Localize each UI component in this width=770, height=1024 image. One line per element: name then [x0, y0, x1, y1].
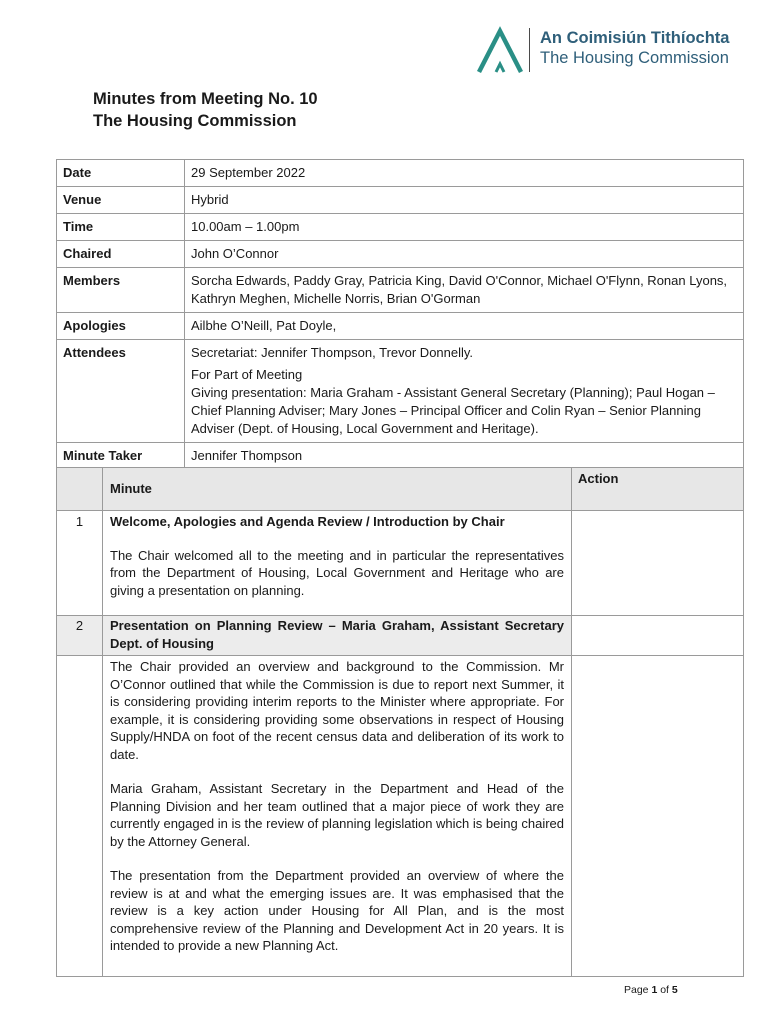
minute-item-2-body [57, 656, 744, 977]
item-number-blank [57, 656, 103, 977]
apologies-value: Ailbhe O’Neill, Pat Doyle, [185, 313, 744, 340]
page-number: 1 [651, 984, 658, 996]
venue-row [57, 187, 744, 214]
item-paragraph: The presentation from the Department provided an overview of where the review is at and what the emerging issues are. It was emphasised that the review is a key action under Housing for All Plan, and is the most comprehensive review of the Planning and Development Act in 20 years. It is intended to provide a new Planning Act. [110, 868, 564, 953]
item-number: 1 [57, 511, 103, 616]
time-value: 10.00am – 1.00pm [185, 214, 744, 241]
logo-english-name: The Housing Commission [540, 49, 729, 67]
minute-header: Minute [103, 468, 572, 511]
attendees-value [185, 340, 744, 443]
venue-label: Venue [57, 187, 185, 214]
title-line-1: Minutes from Meeting No. 10 [93, 90, 318, 108]
attendees-row [57, 340, 744, 443]
housing-commission-mark-icon [476, 26, 526, 74]
time-row [57, 214, 744, 241]
minute-taker-row [57, 443, 744, 470]
item-paragraph: The Chair provided an overview and background to the Commission. Mr O’Connor outlined that while the Commission is due to report next Summer, it is considering providing interim reports to the Minister where appropriate. For example, it is considering providing some observations in respect of Housing Supply/HNDA on foot of the recent census data and deliberation of its work to date. [110, 659, 564, 762]
title-line-2: The Housing Commission [93, 112, 297, 130]
number-header-cell [57, 468, 103, 511]
minute-item-2-heading [57, 616, 744, 656]
logo-irish-name: An Coimisiún Tithíochta [540, 29, 730, 47]
chaired-row [57, 241, 744, 268]
members-value: Sorcha Edwards, Paddy Gray, Patricia King, David O'Connor, Michael O'Flynn, Ronan Lyons, Kathryn Meghen, Michelle Norris, Brian O'Gorman [185, 268, 744, 313]
date-row [57, 160, 744, 187]
attendees-part-text: Giving presentation: Maria Graham - Assistant General Secretary (Planning); Paul Hogan – Chief Planning Adviser; Mary Jones – Principal Officer and Colin Ryan – Senior Planning Adviser (Dept. of Housing, Local Government and Heritage). [191, 385, 715, 436]
minute-taker-value: Jennifer Thompson [185, 443, 744, 470]
date-value: 29 September 2022 [185, 160, 744, 187]
item-content [103, 511, 572, 616]
document-title [93, 88, 318, 132]
members-row [57, 268, 744, 313]
date-label: Date [57, 160, 185, 187]
meeting-details-table [56, 159, 744, 470]
item-title: Presentation on Planning Review – Maria Graham, Assistant Secretary Dept. of Housing [110, 618, 564, 651]
item-paragraph: The Chair welcomed all to the meeting and in particular the representatives from the Department of Housing, Local Government and Heritage who are giving a presentation on planning. [110, 547, 564, 598]
venue-value: Hybrid [185, 187, 744, 214]
item-title: Welcome, Apologies and Agenda Review / Introduction by Chair [110, 514, 505, 529]
minute-item-1 [57, 511, 744, 616]
page-total: 5 [671, 984, 678, 996]
action-header: Action [572, 468, 744, 511]
item-title-cell [103, 616, 572, 656]
item-action [572, 511, 744, 616]
item-content [103, 656, 572, 977]
housing-commission-logo [476, 26, 736, 74]
chaired-value: John O’Connor [185, 241, 744, 268]
chaired-label: Chaired [57, 241, 185, 268]
page-footer [624, 984, 678, 996]
item-paragraph: Maria Graham, Assistant Secretary in the Department and Head of the Planning Division and her team outlined that a major piece of work they are currently engaged in is the review of planning legislation which is being chaired by the Attorney General. [110, 781, 564, 849]
item-action [572, 616, 744, 656]
apologies-label: Apologies [57, 313, 185, 340]
logo-divider [529, 28, 530, 72]
item-action [572, 656, 744, 977]
members-label: Members [57, 268, 185, 313]
of-word: of [660, 984, 669, 996]
item-number: 2 [57, 616, 103, 656]
minutes-table [56, 467, 744, 977]
attendees-part-heading: For Part of Meeting [191, 367, 303, 382]
minutes-header-row [57, 468, 744, 511]
apologies-row [57, 313, 744, 340]
minute-taker-label: Minute Taker [57, 443, 185, 470]
attendees-secretariat: Secretariat: Jennifer Thompson, Trevor Donnelly. [191, 345, 474, 360]
page-word: Page [624, 984, 649, 996]
attendees-label: Attendees [57, 340, 185, 443]
time-label: Time [57, 214, 185, 241]
